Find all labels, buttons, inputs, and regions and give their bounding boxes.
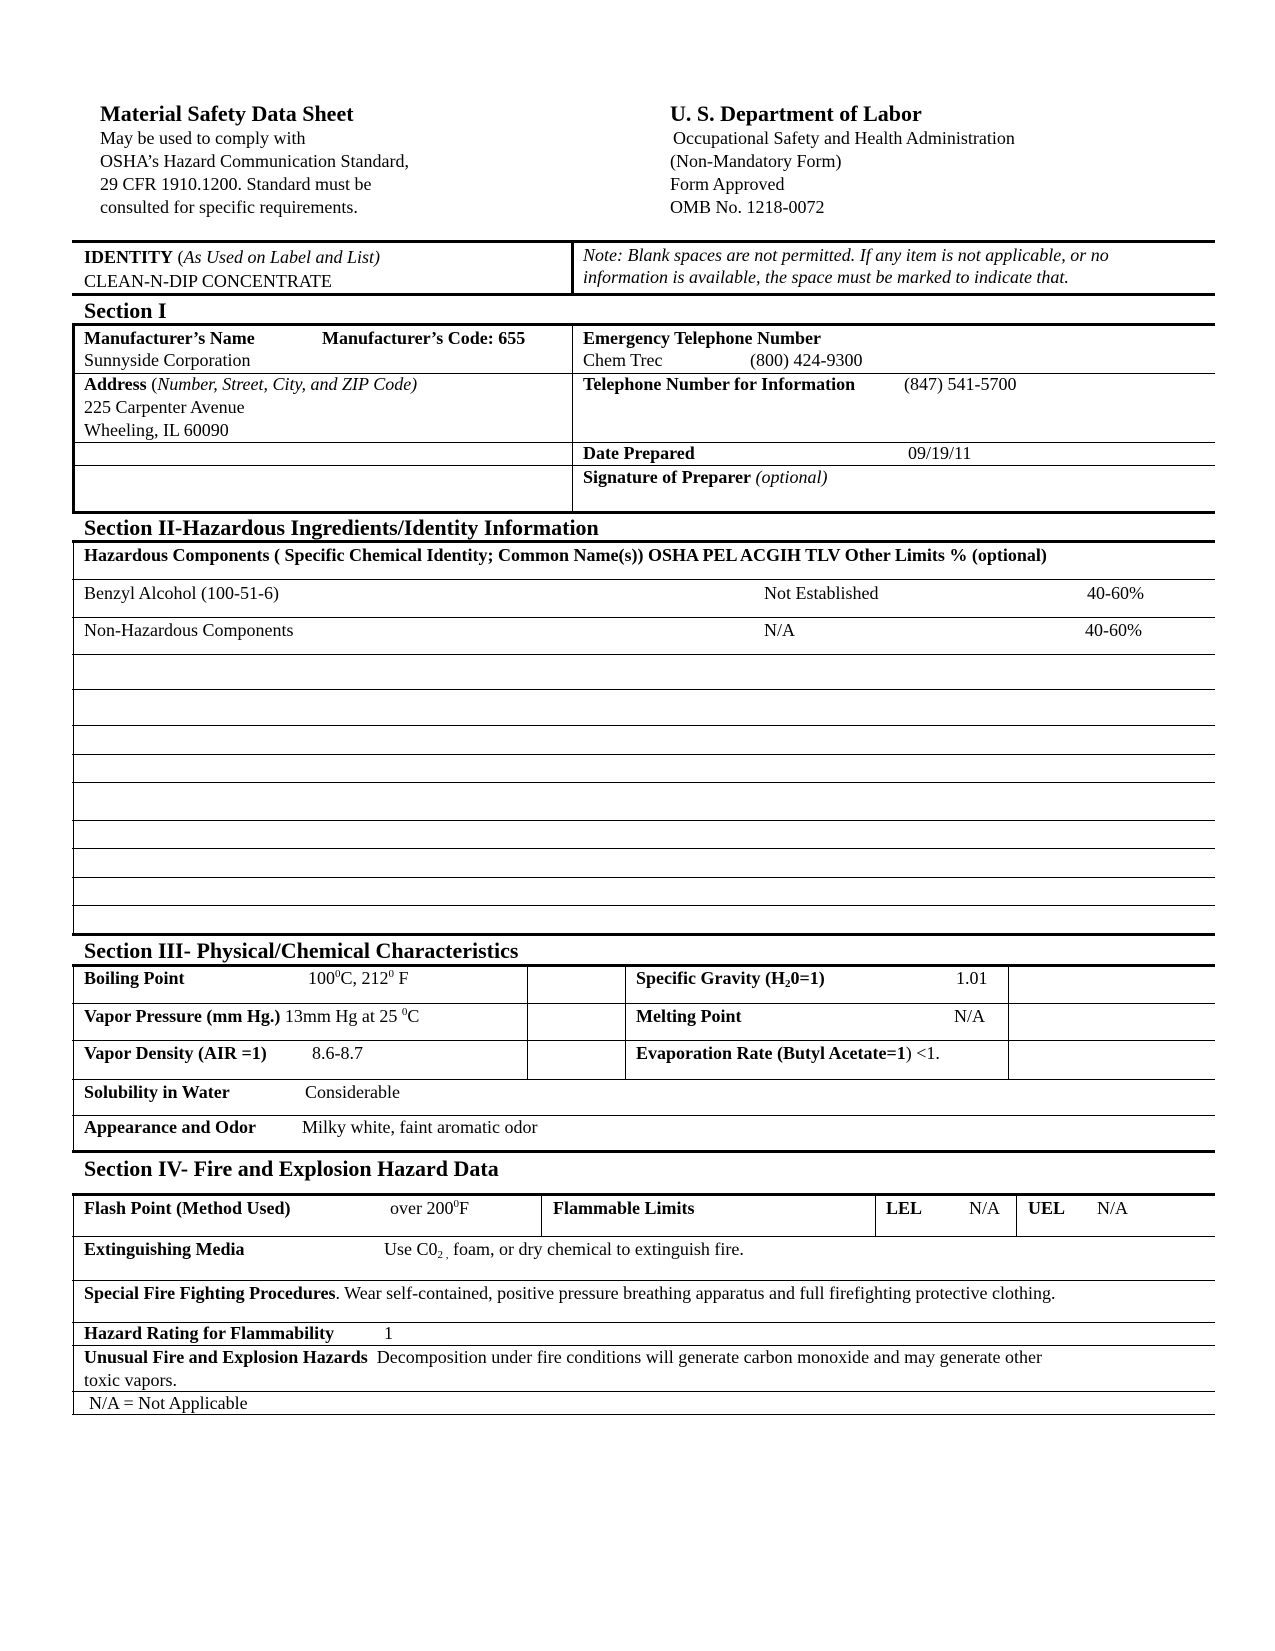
- rule: [72, 511, 1215, 514]
- extinguishing-media-label: Extinguishing Media: [84, 1239, 245, 1259]
- component-name[interactable]: Benzyl Alcohol (100-51-6): [84, 583, 279, 603]
- components-table-header: Hazardous Components ( Specific Chemical Identity; Common Name(s)) OSHA PEL ACGIH TLV Other Limits % (optional): [84, 545, 1047, 565]
- column-divider: [541, 1193, 542, 1237]
- emergency-phone-name: Chem Trec: [583, 350, 663, 370]
- component-name[interactable]: Non-Hazardous Components: [84, 620, 294, 640]
- table-row: [72, 1040, 1215, 1041]
- table-row: [72, 905, 1215, 906]
- column-divider: [625, 964, 626, 1080]
- emergency-phone-value[interactable]: (800) 424-9300: [750, 350, 863, 370]
- table-border: [73, 540, 74, 935]
- manufacturer-name-label: Manufacturer’s Name: [84, 328, 255, 348]
- table-row: [72, 1280, 1215, 1281]
- column-divider: [527, 964, 528, 1080]
- rule: [72, 1193, 1215, 1196]
- melting-point-value[interactable]: N/A: [954, 1006, 985, 1026]
- rule: [72, 933, 1215, 936]
- table-row: [72, 820, 1215, 821]
- table-border: [73, 964, 74, 1152]
- table-row: [72, 654, 1215, 655]
- component-percent[interactable]: 40-60%: [1087, 583, 1144, 603]
- section-title: Section I: [84, 298, 167, 323]
- vapor-density-label: Vapor Density (AIR =1): [84, 1043, 267, 1063]
- lel-value[interactable]: N/A: [969, 1198, 1000, 1218]
- table-row: [72, 1391, 1215, 1392]
- rule: [72, 1414, 1215, 1415]
- table-row: [72, 725, 1215, 726]
- header-right-line: OMB No. 1218-0072: [670, 197, 825, 217]
- table-row: [72, 1115, 1215, 1116]
- table-border: [73, 1193, 74, 1415]
- table-row: [72, 1003, 1215, 1004]
- signature-label: Signature of Preparer (optional): [583, 467, 828, 487]
- boiling-point-label: Boiling Point: [84, 968, 185, 988]
- table-row: [72, 617, 1215, 618]
- evaporation-rate-row[interactable]: Evaporation Rate (Butyl Acetate=1) <1.: [636, 1043, 940, 1063]
- rule: [72, 293, 1215, 296]
- rule: [72, 323, 1215, 326]
- header-left-line: OSHA’s Hazard Communication Standard,: [100, 151, 409, 171]
- section-title: Section III- Physical/Chemical Characteristics: [84, 938, 519, 963]
- table-row: [72, 782, 1215, 783]
- info-phone-label: Telephone Number for Information: [583, 374, 856, 394]
- instructions-note: Note: Blank spaces are not permitted. If any item is not applicable, or no: [583, 245, 1109, 265]
- rule: [72, 465, 1215, 466]
- column-divider: [1016, 1193, 1017, 1237]
- rule: [72, 579, 1215, 580]
- table-row: [72, 1079, 1215, 1080]
- flash-point-value[interactable]: over $200^0F$: [390, 1198, 469, 1218]
- header-right-line: (Non-Mandatory Form): [670, 151, 842, 171]
- appearance-label: Appearance and Odor: [84, 1117, 257, 1137]
- header-left-line: consulted for specific requirements.: [100, 197, 358, 217]
- specific-gravity-label: Specific Gravity $(H_20=1)$: [636, 968, 825, 990]
- footnote: N/A = Not Applicable: [89, 1393, 248, 1413]
- identity-value[interactable]: CLEAN-N-DIP CONCENTRATE: [84, 271, 332, 291]
- header-left-line: 29 CFR 1910.1200. Standard must be: [100, 174, 372, 194]
- table-row: [72, 754, 1215, 755]
- uel-value[interactable]: N/A: [1097, 1198, 1128, 1218]
- rule: [72, 540, 1215, 543]
- agency-title: U. S. Department of Labor: [670, 101, 922, 126]
- column-divider: [572, 323, 573, 513]
- manufacturer-name-value[interactable]: Sunnyside Corporation: [84, 350, 251, 370]
- emergency-phone-label: Emergency Telephone Number: [583, 328, 821, 348]
- special-procedures-row[interactable]: Special Fire Fighting Procedures. Wear self-contained, positive pressure breathing apparatus and full firefighting protective clothing.: [84, 1283, 1056, 1303]
- hazard-rating-value[interactable]: 1: [384, 1323, 393, 1343]
- table-border: [72, 323, 75, 513]
- instructions-note: information is available, the space must be marked to indicate that.: [583, 267, 1069, 287]
- appearance-value[interactable]: Milky white, faint aromatic odor: [302, 1117, 538, 1137]
- address-line[interactable]: 225 Carpenter Avenue: [84, 397, 245, 417]
- table-row: [72, 1345, 1215, 1346]
- manufacturer-code-label: Manufacturer’s Code: 655: [322, 328, 526, 348]
- column-divider: [1008, 964, 1009, 1080]
- column-divider: [571, 240, 574, 295]
- flammable-limits-label: Flammable Limits: [553, 1198, 695, 1218]
- address-line[interactable]: Wheeling, IL 60090: [84, 420, 229, 440]
- table-row: [72, 848, 1215, 849]
- boiling-point-value[interactable]: $100^0C$, $212^0$ F: [308, 968, 409, 988]
- lel-label: LEL: [886, 1198, 923, 1218]
- melting-point-label: Melting Point: [636, 1006, 742, 1026]
- rule: [72, 964, 1215, 967]
- table-row: [72, 689, 1215, 690]
- rule: [72, 240, 1215, 243]
- component-limit[interactable]: Not Established: [764, 583, 879, 603]
- address-label: Address (Number, Street, City, and ZIP Code): [84, 374, 418, 394]
- column-divider: [875, 1193, 876, 1237]
- component-percent[interactable]: 40-60%: [1085, 620, 1142, 640]
- flash-point-label: Flash Point (Method Used): [84, 1198, 291, 1218]
- component-limit[interactable]: N/A: [764, 620, 795, 640]
- vapor-pressure-row[interactable]: Vapor Pressure (mm Hg.) 13mm Hg at 25 $^0$C: [84, 1006, 420, 1026]
- date-prepared-label: Date Prepared: [583, 443, 695, 463]
- header-right-line: Occupational Safety and Health Administration: [673, 128, 1015, 148]
- unusual-hazards-continued: toxic vapors.: [84, 1370, 177, 1390]
- date-prepared-value[interactable]: 09/19/11: [908, 443, 972, 463]
- unusual-hazards-row[interactable]: Unusual Fire and Explosion Hazards Decomposition under fire conditions will generate carbon monoxide and may generate other: [84, 1347, 1043, 1367]
- info-phone-value[interactable]: (847) 541-5700: [904, 374, 1017, 394]
- solubility-label: Solubility in Water: [84, 1082, 230, 1102]
- header-right-line: Form Approved: [670, 174, 785, 194]
- extinguishing-media-value[interactable]: Use $C0_{2 ,}$ foam, or dry chemical to extinguish fire.: [384, 1239, 744, 1261]
- section-title: Section II-Hazardous Ingredients/Identity Information: [84, 515, 599, 540]
- vapor-density-value[interactable]: 8.6-8.7: [312, 1043, 363, 1063]
- hazard-rating-label: Hazard Rating for Flammability: [84, 1323, 335, 1343]
- table-row: [72, 877, 1215, 878]
- rule: [72, 1150, 1215, 1153]
- header-left-line: May be used to comply with: [100, 128, 306, 148]
- specific-gravity-value[interactable]: 1.01: [956, 968, 988, 988]
- identity-label: IDENTITY (As Used on Label and List): [84, 247, 381, 267]
- solubility-value[interactable]: Considerable: [305, 1082, 400, 1102]
- table-row: [72, 1236, 1215, 1237]
- form-title: Material Safety Data Sheet: [100, 101, 354, 126]
- section-title: Section IV- Fire and Explosion Hazard Data: [84, 1156, 499, 1181]
- uel-label: UEL: [1028, 1198, 1066, 1218]
